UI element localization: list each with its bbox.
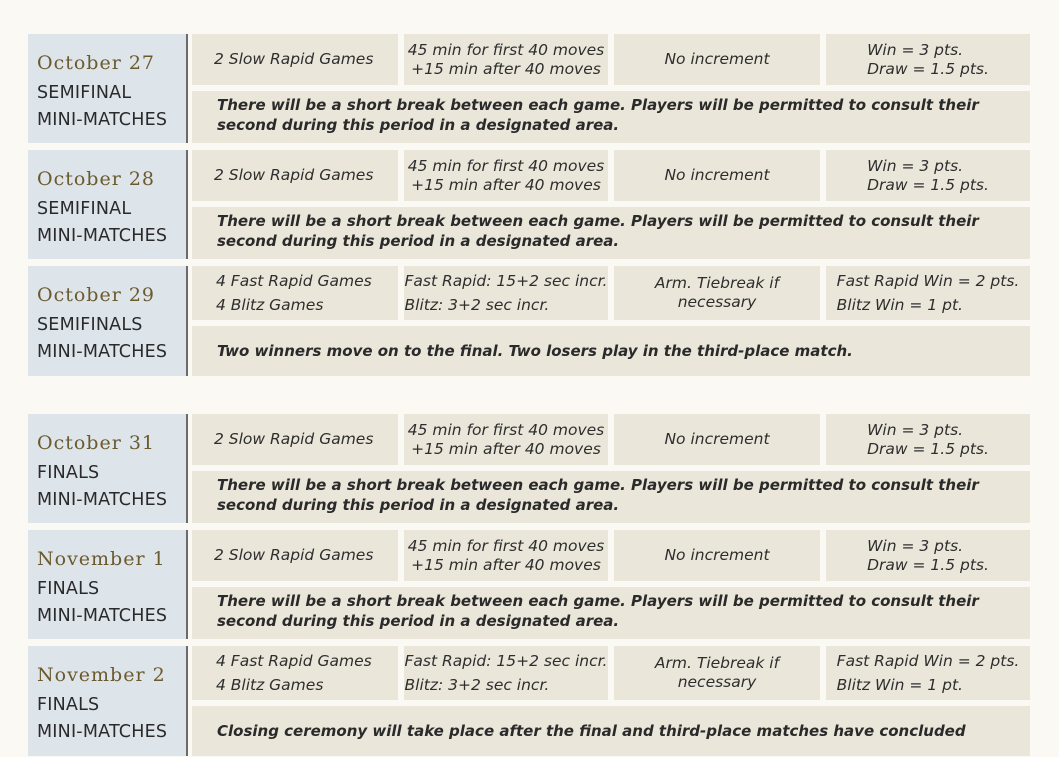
games-cell: 2 Slow Rapid Games (192, 530, 398, 581)
date-label: October 27 (37, 52, 155, 74)
points-line: Win = 3 pts. (867, 420, 964, 439)
points-line: Draw = 1.5 pts. (867, 555, 989, 574)
points-line: Win = 3 pts. (867, 536, 964, 555)
time-control-line: +15 min after 40 moves (411, 175, 601, 194)
points-line: Blitz Win = 1 pt. (836, 295, 963, 314)
points-line: Fast Rapid Win = 2 pts. (836, 651, 1020, 670)
date-cell (28, 530, 188, 639)
schedule-row (0, 266, 1059, 376)
stage-label (37, 312, 167, 366)
games-line: 4 Fast Rapid Games (216, 651, 372, 670)
schedule-row (0, 530, 1059, 646)
increment-cell: Arm. Tiebreak if necessary (614, 266, 820, 320)
time-control-cell (404, 266, 608, 320)
schedule-row (0, 414, 1059, 530)
time-control-line: +15 min after 40 moves (411, 555, 601, 574)
time-control-line: 45 min for first 40 moves (407, 420, 605, 439)
time-control-cell (404, 414, 608, 465)
semifinals-schedule (0, 34, 1059, 376)
time-control-cell (404, 530, 608, 581)
points-cell (826, 266, 1030, 320)
date-label: October 29 (37, 284, 155, 306)
date-cell (28, 266, 188, 376)
increment-cell: Arm. Tiebreak if necessary (614, 646, 820, 700)
stage-label (37, 196, 167, 250)
stage-label (37, 460, 167, 514)
games-cell (192, 646, 398, 700)
note-cell: There will be a short break between each game. Players will be permitted to consult their second during this period in a designated area. (192, 207, 1030, 259)
stage-type: MINI-MATCHES (37, 342, 168, 362)
stage-name: FINALS (37, 579, 100, 599)
date-cell (28, 34, 188, 143)
time-control-line: Blitz: 3+2 sec incr. (404, 675, 550, 694)
time-control-line: Fast Rapid: 15+2 sec incr. (404, 651, 608, 670)
date-label: October 28 (37, 168, 155, 190)
time-control-line: +15 min after 40 moves (411, 59, 601, 78)
stage-label (37, 80, 167, 134)
schedule-row (0, 150, 1059, 266)
games-cell: 2 Slow Rapid Games (192, 150, 398, 201)
increment-cell: No increment (614, 414, 820, 465)
games-cell (192, 266, 398, 320)
points-line: Blitz Win = 1 pt. (836, 675, 963, 694)
increment-cell: No increment (614, 34, 820, 85)
games-line: 4 Fast Rapid Games (216, 271, 372, 290)
points-line: Win = 3 pts. (867, 156, 964, 175)
points-line: Draw = 1.5 pts. (867, 175, 989, 194)
date-label: October 31 (37, 432, 155, 454)
time-control-line: +15 min after 40 moves (411, 439, 601, 458)
time-control-line: Blitz: 3+2 sec incr. (404, 295, 550, 314)
games-line: 4 Blitz Games (216, 295, 324, 314)
note-cell: Two winners move on to the final. Two losers play in the third-place match. (192, 326, 1030, 376)
points-line: Draw = 1.5 pts. (867, 439, 989, 458)
stage-label (37, 692, 167, 746)
date-cell (28, 414, 188, 523)
note-cell: There will be a short break between each game. Players will be permitted to consult their second during this period in a designated area. (192, 471, 1030, 523)
stage-name: SEMIFINAL (37, 199, 132, 219)
time-control-cell (404, 150, 608, 201)
points-cell (826, 530, 1030, 581)
schedule-row (0, 646, 1059, 756)
time-control-line: 45 min for first 40 moves (407, 156, 605, 175)
points-line: Win = 3 pts. (867, 40, 964, 59)
stage-name: SEMIFINALS (37, 315, 143, 335)
time-control-cell (404, 34, 608, 85)
time-control-line: 45 min for first 40 moves (407, 40, 605, 59)
games-line: 4 Blitz Games (216, 675, 324, 694)
points-line: Draw = 1.5 pts. (867, 59, 989, 78)
increment-cell: No increment (614, 150, 820, 201)
date-label: November 1 (37, 548, 166, 570)
games-cell: 2 Slow Rapid Games (192, 34, 398, 85)
time-control-line: Fast Rapid: 15+2 sec incr. (404, 271, 608, 290)
note-cell: Closing ceremony will take place after the final and third-place matches have concluded (192, 706, 1030, 756)
stage-type: MINI-MATCHES (37, 490, 168, 510)
stage-type: MINI-MATCHES (37, 110, 168, 130)
stage-type: MINI-MATCHES (37, 606, 168, 626)
time-control-cell (404, 646, 608, 700)
points-cell (826, 150, 1030, 201)
note-cell: There will be a short break between each game. Players will be permitted to consult their second during this period in a designated area. (192, 587, 1030, 639)
date-cell (28, 150, 188, 259)
date-cell (28, 646, 188, 756)
schedule-row (0, 34, 1059, 150)
points-cell (826, 646, 1030, 700)
finals-schedule (0, 414, 1059, 756)
points-line: Fast Rapid Win = 2 pts. (836, 271, 1020, 290)
stage-type: MINI-MATCHES (37, 722, 168, 742)
time-control-line: 45 min for first 40 moves (407, 536, 605, 555)
increment-cell: No increment (614, 530, 820, 581)
games-cell: 2 Slow Rapid Games (192, 414, 398, 465)
points-cell (826, 414, 1030, 465)
stage-type: MINI-MATCHES (37, 226, 168, 246)
stage-name: FINALS (37, 695, 100, 715)
date-label: November 2 (37, 664, 166, 686)
stage-label (37, 576, 167, 630)
note-cell: There will be a short break between each game. Players will be permitted to consult their second during this period in a designated area. (192, 91, 1030, 143)
stage-name: SEMIFINAL (37, 83, 132, 103)
points-cell (826, 34, 1030, 85)
stage-name: FINALS (37, 463, 100, 483)
